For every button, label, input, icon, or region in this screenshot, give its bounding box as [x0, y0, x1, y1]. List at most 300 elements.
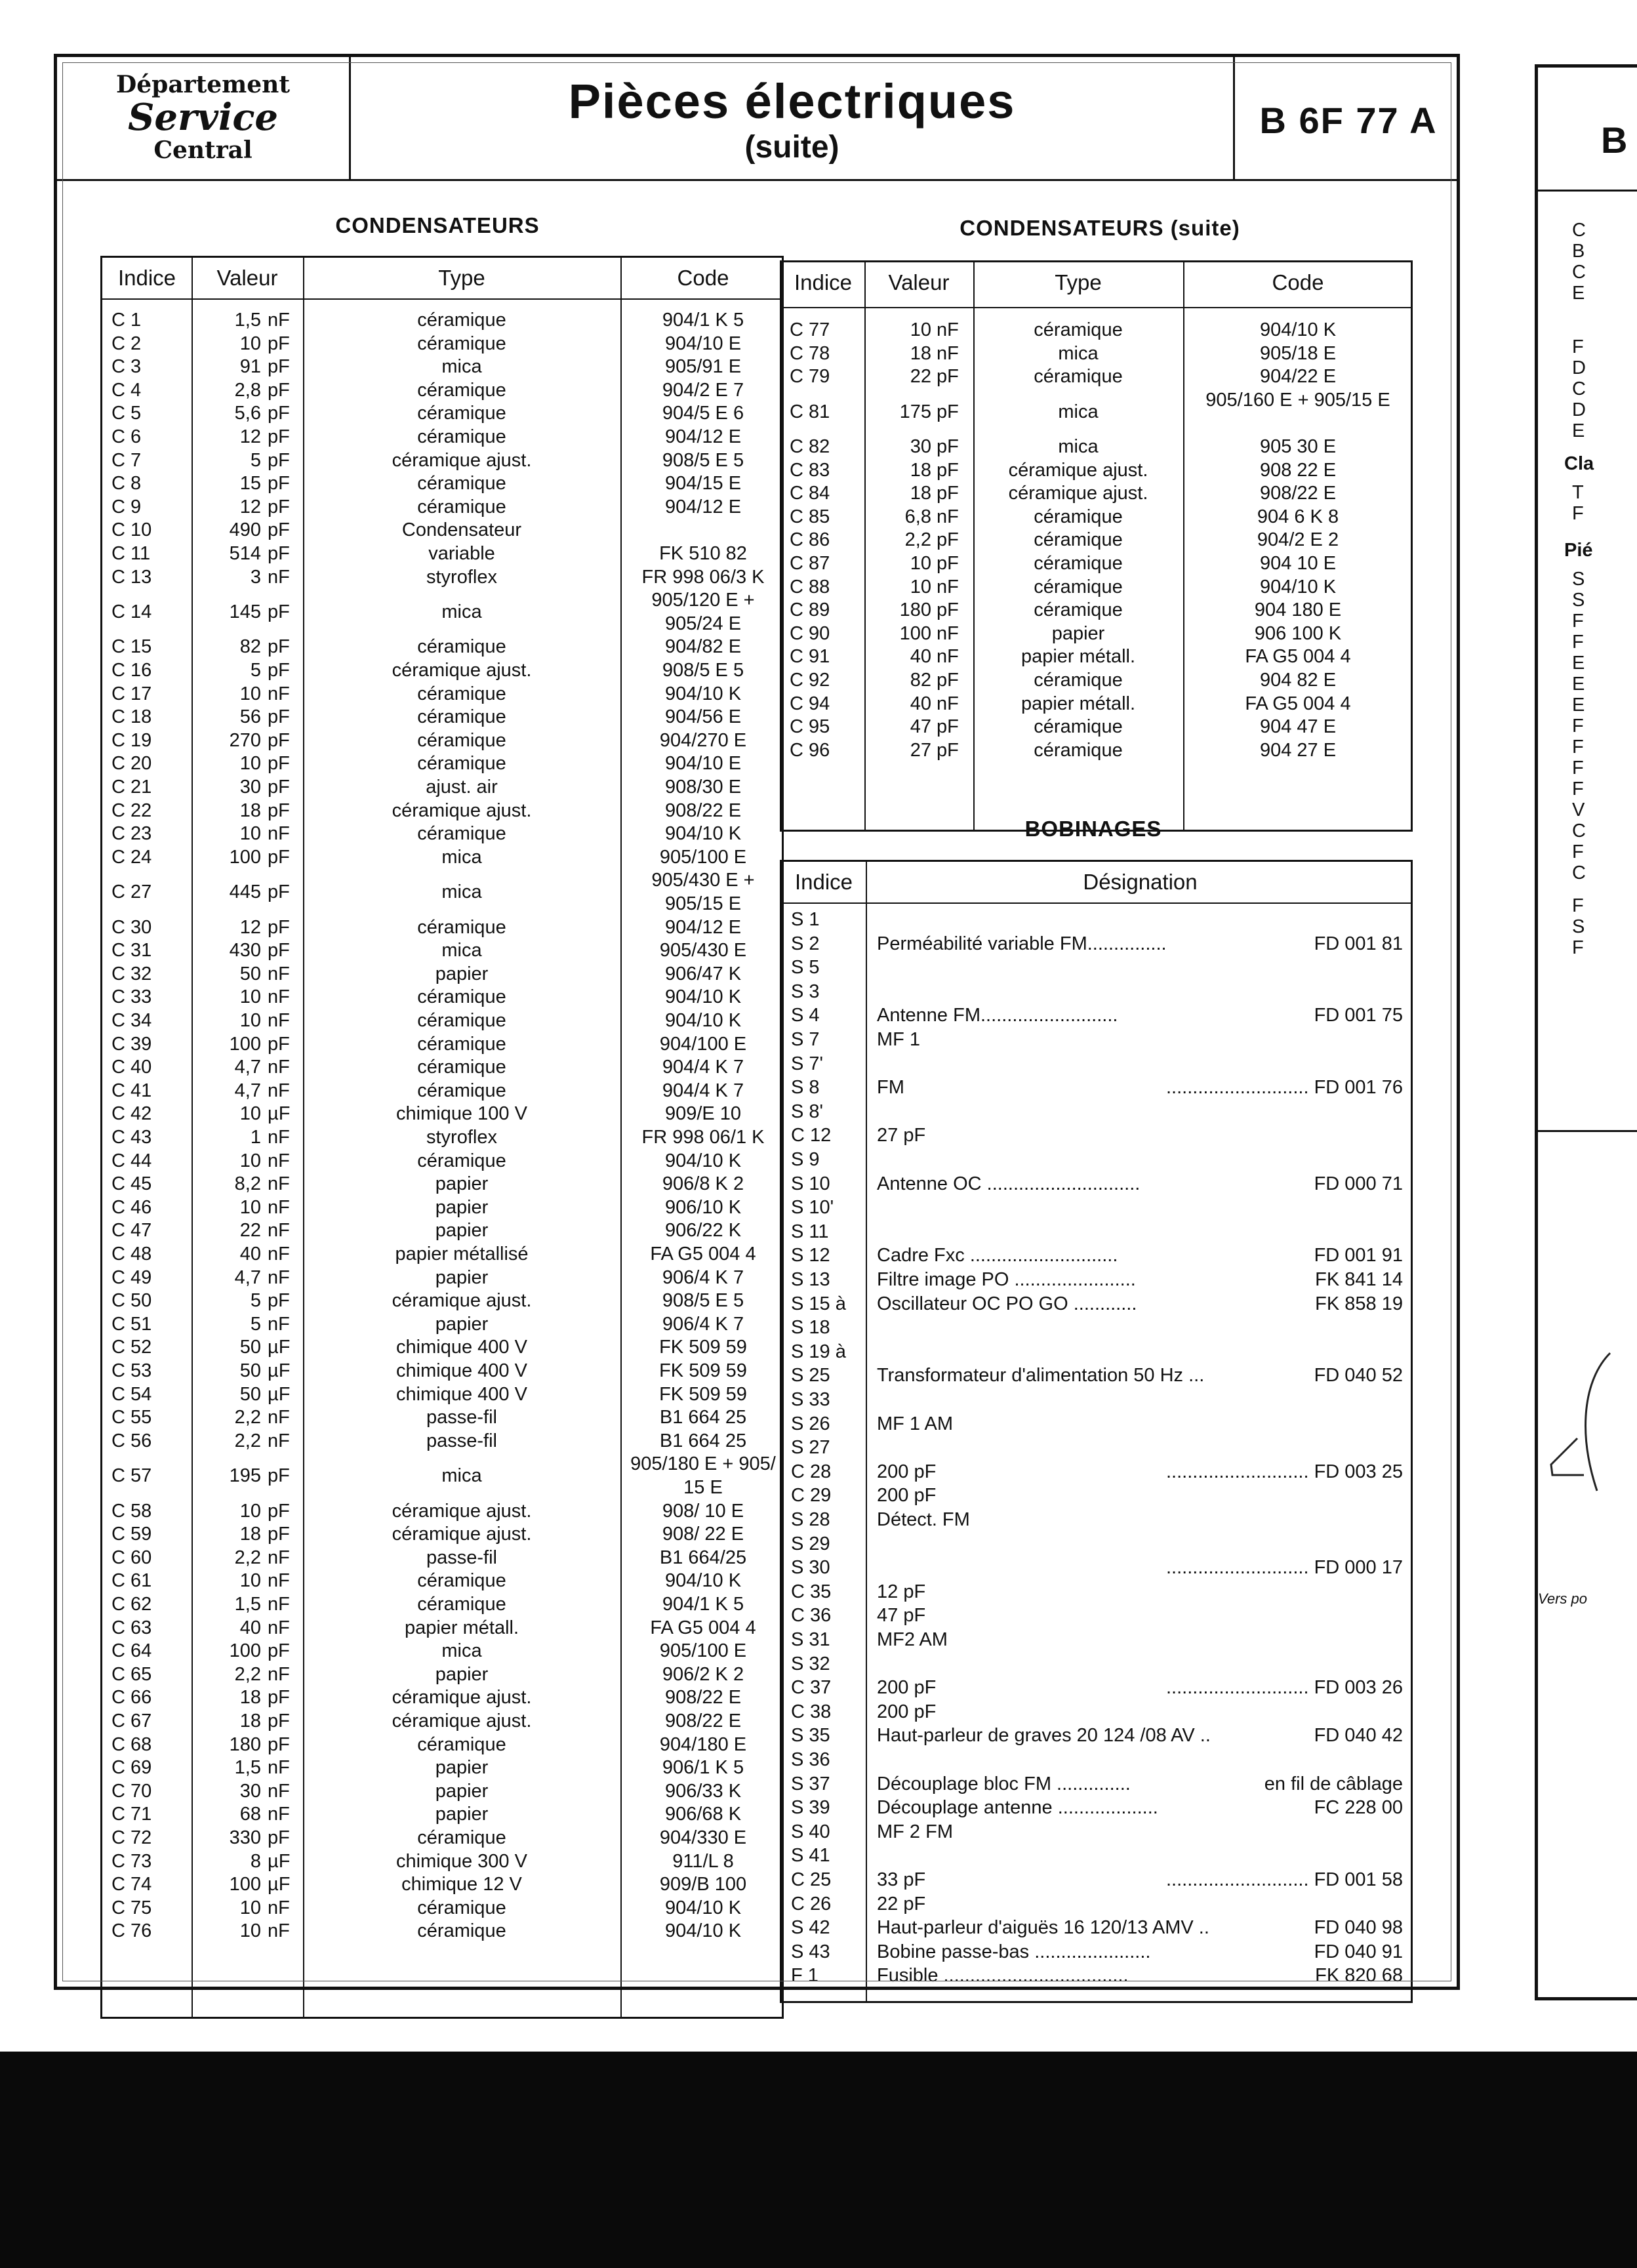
cell-indice: S 41	[791, 1845, 830, 1867]
cell-indice: C 81	[790, 401, 830, 422]
cell-value: 270	[229, 729, 261, 751]
cell-value: 10	[239, 1920, 261, 1942]
header-divider	[782, 902, 1411, 904]
cell-indice: C 35	[791, 1581, 832, 1602]
cell-unit: nF	[268, 1430, 290, 1451]
cell-value: 5	[250, 449, 261, 471]
table-row	[102, 355, 782, 379]
cell-type: papier	[435, 1220, 489, 1242]
cell-value: 18	[910, 459, 931, 481]
table-row	[102, 1827, 782, 1850]
cell-code: 905/430 E + 905/15 E	[651, 870, 755, 914]
cell-type: céramique	[417, 1033, 506, 1055]
table-row	[782, 365, 1411, 389]
cell-unit: nF	[937, 646, 959, 668]
cell-type: céramique	[1034, 366, 1123, 388]
cell-indice: C 68	[111, 1733, 152, 1755]
cell-value: 5	[250, 1313, 261, 1335]
cell-code: FK 509 59	[659, 1383, 747, 1405]
adjacent-header-line	[1538, 190, 1637, 192]
cell-type: céramique	[417, 1827, 506, 1848]
cell-indice: C 25	[791, 1869, 832, 1890]
central-label: Central	[153, 136, 253, 164]
cell-code: 905/160 E + 905/15 E	[1205, 389, 1390, 411]
cell-type: mica	[441, 601, 482, 623]
cell-designation: Oscillateur OC PO GO ............	[877, 1293, 1137, 1314]
adjacent-margin-text: F	[1572, 737, 1584, 758]
cell-type: céramique ajust.	[1008, 459, 1148, 481]
cell-code: FD 040 91	[1314, 1941, 1403, 1962]
table-row	[102, 1103, 782, 1126]
cell-indice: C 1	[111, 310, 142, 331]
table-row	[782, 1700, 1411, 1724]
cell-value: 1,5	[234, 310, 261, 331]
cell-type: papier métall.	[404, 1617, 519, 1638]
cell-code: ........................... FD 001 58	[1165, 1869, 1403, 1890]
cell-type: céramique	[1034, 506, 1123, 527]
cell-unit: nF	[268, 1313, 290, 1335]
cell-type: papier	[435, 1313, 489, 1335]
table-row	[102, 869, 782, 916]
cell-value: 180	[229, 1733, 261, 1755]
bobinages-title: BOBINAGES	[1024, 817, 1162, 841]
cell-designation: 200 pF	[877, 1485, 937, 1507]
cell-code: 904/12 E	[664, 916, 742, 938]
cell-designation: 33 pF	[877, 1869, 926, 1890]
cell-value: 10	[239, 333, 261, 354]
cell-code: 908/22 E	[664, 1687, 742, 1709]
adjacent-margin-text: E	[1572, 674, 1585, 695]
cell-code: 904/10 K	[664, 683, 742, 704]
document-reference: B 6F 77 A	[1259, 100, 1438, 141]
cell-designation: Transformateur d'alimentation 50 Hz ...	[877, 1365, 1205, 1387]
cell-type: céramique	[1034, 576, 1123, 597]
cell-unit: pF	[937, 716, 959, 738]
cell-type: céramique	[417, 426, 506, 447]
cell-unit: nF	[268, 1220, 290, 1242]
cell-type: céramique	[417, 823, 506, 845]
table-row	[782, 1844, 1411, 1868]
cell-indice: C 34	[111, 1010, 152, 1031]
adjacent-margin-text: E	[1572, 653, 1585, 674]
cell-code: FD 040 98	[1314, 1917, 1403, 1939]
cell-indice: C 86	[790, 529, 830, 551]
cell-indice: C 53	[111, 1360, 152, 1381]
cell-unit: pF	[937, 366, 959, 388]
adjacent-margin-text: Pié	[1564, 540, 1593, 561]
cell-code: 905/180 E + 905/ 15 E	[630, 1453, 776, 1498]
cell-indice: S 37	[791, 1773, 830, 1794]
table-row	[102, 1243, 782, 1266]
adjacent-page-edge	[1535, 64, 1637, 2000]
cell-code: FK 509 59	[659, 1360, 747, 1381]
cell-indice: S 18	[791, 1317, 830, 1339]
cell-type: céramique	[1034, 529, 1123, 551]
cell-value: 4,7	[234, 1057, 261, 1078]
cell-code: 908/22 E	[1259, 483, 1337, 504]
cell-indice: C 95	[790, 716, 830, 738]
condensateurs-suite-table	[780, 260, 1413, 832]
cell-indice: C 71	[111, 1804, 152, 1825]
department-block	[57, 57, 351, 179]
cell-indice: C 69	[111, 1757, 152, 1779]
cell-value: 2,2	[234, 1663, 261, 1685]
cell-value: 5	[250, 660, 261, 681]
table-row	[102, 1710, 782, 1733]
header-type: Type	[438, 266, 485, 290]
condensateurs-table	[100, 256, 784, 2019]
table-row	[782, 669, 1411, 693]
table-row	[782, 1052, 1411, 1076]
cell-indice: C 48	[111, 1244, 152, 1265]
cell-indice: C 4	[111, 379, 142, 401]
cell-unit: pF	[268, 800, 290, 821]
cell-value: 100	[229, 1033, 261, 1055]
table-row	[102, 1080, 782, 1103]
table-row	[782, 1460, 1411, 1484]
adjacent-margin-text: F	[1572, 611, 1584, 632]
cell-type: mica	[441, 940, 482, 962]
cell-indice: C 32	[111, 963, 152, 984]
cell-indice: C 13	[111, 566, 152, 588]
table-row	[102, 1219, 782, 1243]
cell-indice: S 32	[791, 1653, 830, 1674]
cell-type: céramique	[417, 310, 506, 331]
cell-indice: C 94	[790, 693, 830, 714]
cell-type: mica	[441, 1640, 482, 1662]
table-row	[782, 1724, 1411, 1748]
table-row	[782, 1964, 1411, 1988]
cell-unit: nF	[268, 1407, 290, 1428]
cell-type: papier	[435, 963, 489, 984]
table-row	[102, 589, 782, 636]
table-row	[782, 1604, 1411, 1628]
table-row	[782, 1652, 1411, 1676]
table-row	[782, 1100, 1411, 1124]
cell-value: 27	[910, 739, 931, 761]
cell-designation: MF 1	[877, 1029, 921, 1050]
cell-code: 904/270 E	[659, 729, 747, 751]
table-row	[782, 1220, 1411, 1244]
cell-code: 904/4 K 7	[662, 1080, 744, 1101]
cell-unit: pF	[268, 426, 290, 447]
cell-indice: C 62	[111, 1594, 152, 1615]
cell-designation: Bobine passe-bas ......................	[877, 1941, 1151, 1962]
cell-code: 908 22 E	[1259, 459, 1337, 481]
table-row	[782, 1628, 1411, 1652]
cell-type: céramique	[1034, 716, 1123, 738]
cell-unit: pF	[268, 846, 290, 868]
cell-type: Condensateur	[401, 519, 522, 541]
table-row	[782, 1436, 1411, 1460]
cell-unit: pF	[268, 706, 290, 728]
cell-unit: pF	[268, 753, 290, 775]
cell-code: FD 040 42	[1314, 1725, 1403, 1747]
adjacent-page-letter: B	[1601, 119, 1628, 161]
cell-type: papier métallisé	[395, 1244, 529, 1265]
cell-type: céramique	[417, 753, 506, 775]
cell-value: 10	[239, 1150, 261, 1171]
cell-type: chimique 300 V	[396, 1850, 527, 1872]
table-row	[102, 1453, 782, 1499]
cell-value: 10	[910, 576, 931, 597]
page-subtitle: (suite)	[744, 130, 839, 165]
header-designation: Désignation	[1083, 870, 1198, 894]
cell-indice: S 40	[791, 1821, 830, 1842]
table-row	[782, 645, 1411, 669]
table-row	[782, 435, 1411, 459]
cell-indice: C 44	[111, 1150, 152, 1171]
cell-indice: C 88	[790, 576, 830, 597]
table-row	[102, 1803, 782, 1827]
cell-unit: pF	[268, 1500, 290, 1522]
cell-code: 904/12 E	[664, 426, 742, 447]
cell-indice: S 35	[791, 1725, 830, 1747]
adjacent-margin-text: C	[1572, 820, 1586, 841]
table-row	[782, 1124, 1411, 1148]
cell-value: 5	[250, 1290, 261, 1312]
reference-block	[1233, 57, 1462, 179]
cell-code: 904/10 K	[1259, 319, 1337, 340]
cell-indice: C 20	[111, 753, 152, 775]
cell-type: céramique ajust.	[392, 1500, 532, 1522]
cell-unit: pF	[937, 436, 959, 457]
cell-indice: C 63	[111, 1617, 152, 1638]
cell-indice: C 72	[111, 1827, 152, 1848]
cell-unit: pF	[937, 459, 959, 481]
cell-value: 100	[899, 622, 931, 644]
cell-value: 430	[229, 940, 261, 962]
cell-value: 445	[229, 881, 261, 903]
table-row	[102, 1383, 782, 1407]
cell-type: céramique	[417, 1057, 506, 1078]
table-row	[102, 1056, 782, 1080]
table-row	[102, 1360, 782, 1383]
cell-indice: C 89	[790, 599, 830, 621]
cell-code: ........................... FD 000 17	[1165, 1557, 1403, 1579]
cell-code: 904/1 K 5	[662, 1594, 744, 1615]
cell-code: 905/100 E	[659, 1640, 747, 1662]
cell-code: 904/330 E	[659, 1827, 747, 1848]
cell-unit: µF	[268, 1874, 291, 1895]
cell-code: B1 664 25	[659, 1430, 747, 1451]
table-row	[102, 1196, 782, 1220]
table-row	[102, 542, 782, 566]
cell-code: 904/10 K	[1259, 576, 1337, 597]
cell-value: 50	[239, 1360, 261, 1381]
cell-type: céramique	[417, 496, 506, 517]
cell-type: papier	[435, 1804, 489, 1825]
cell-value: 10	[910, 553, 931, 574]
cell-value: 18	[910, 483, 931, 504]
table-row	[782, 1532, 1411, 1556]
cell-type: céramique ajust.	[392, 1524, 532, 1545]
cell-value: 2,2	[234, 1547, 261, 1568]
cell-type: céramique	[417, 379, 506, 401]
cell-unit: pF	[268, 660, 290, 681]
cell-unit: µF	[268, 1103, 291, 1125]
cell-code: 904/2 E 2	[1257, 529, 1339, 551]
cell-code: 904/10 E	[664, 753, 742, 775]
cell-designation: 200 pF	[877, 1701, 937, 1722]
table-row	[102, 939, 782, 963]
table-row	[102, 1500, 782, 1524]
cell-unit: pF	[268, 881, 290, 903]
cell-code: 904/1 K 5	[662, 310, 744, 331]
cell-value: 10	[239, 1196, 261, 1218]
cell-type: céramique	[417, 333, 506, 354]
cell-type: papier	[435, 1196, 489, 1218]
cell-unit: pF	[268, 379, 290, 401]
cell-indice: C 11	[111, 543, 151, 564]
cell-code: 904/180 E	[659, 1733, 747, 1755]
cell-indice: S 36	[791, 1749, 830, 1770]
cell-indice: S 10'	[791, 1197, 834, 1219]
cell-indice: S 10	[791, 1173, 830, 1194]
table-row	[102, 519, 782, 542]
cell-indice: S 7'	[791, 1053, 824, 1074]
cell-indice: C 26	[791, 1893, 832, 1914]
cell-designation: Filtre image PO .......................	[877, 1269, 1136, 1290]
cell-indice: C 24	[111, 846, 152, 868]
table-row	[102, 986, 782, 1009]
table-row	[102, 963, 782, 986]
table-row	[782, 389, 1411, 435]
adjacent-margin-text: D	[1572, 357, 1586, 378]
cell-unit: nF	[268, 1547, 290, 1568]
cell-indice: C 37	[791, 1677, 832, 1699]
cell-indice: C 31	[111, 940, 152, 962]
cell-unit: nF	[268, 1010, 290, 1031]
cell-type: céramique	[417, 916, 506, 938]
cell-value: 50	[239, 1383, 261, 1405]
cell-designation: Antenne FM..........................	[877, 1005, 1118, 1026]
adjacent-margin-text: F	[1572, 632, 1584, 653]
cell-value: 82	[239, 636, 261, 658]
cell-unit: µF	[268, 1850, 291, 1872]
cell-code: 905/430 E	[659, 940, 747, 962]
cell-indice: C 83	[790, 459, 830, 481]
table-row	[102, 496, 782, 519]
cell-unit: nF	[937, 319, 959, 340]
cell-type: céramique ajust.	[392, 1687, 532, 1709]
cell-type: chimique 400 V	[396, 1360, 527, 1381]
cell-code: 904/2 E 7	[662, 379, 744, 401]
cell-code: 908/ 22 E	[662, 1524, 744, 1545]
cell-indice: C 39	[111, 1033, 152, 1055]
header-indice: Indice	[794, 270, 853, 294]
table-row	[782, 739, 1411, 763]
cell-unit: pF	[268, 403, 290, 424]
cell-unit: nF	[268, 1127, 290, 1148]
cell-indice: C 64	[111, 1640, 152, 1662]
cell-value: 195	[229, 1465, 261, 1487]
table-row	[102, 1640, 782, 1663]
cell-type: papier	[435, 1173, 489, 1195]
adjacent-margin-text: Cla	[1564, 453, 1594, 474]
table-row	[782, 1916, 1411, 1940]
table-row	[782, 693, 1411, 716]
adjacent-margin-text: E	[1572, 695, 1585, 716]
cell-unit: pF	[268, 1640, 290, 1662]
header-divider	[782, 307, 1411, 308]
table-row	[782, 1868, 1411, 1892]
cell-value: 10	[239, 1010, 261, 1031]
cell-designation: Découplage antenne ...................	[877, 1797, 1158, 1819]
table-row	[782, 956, 1411, 980]
table-row	[102, 1780, 782, 1804]
adjacent-margin-text: C	[1572, 262, 1586, 283]
adjacent-margin-text: C	[1572, 220, 1586, 241]
table-row	[102, 1733, 782, 1757]
cell-unit: nF	[937, 693, 959, 714]
cell-indice: C 8	[111, 473, 142, 495]
header-code: Code	[677, 266, 729, 290]
cell-indice: S 8	[791, 1077, 820, 1099]
table-row	[102, 752, 782, 776]
cell-indice: C 79	[790, 366, 830, 388]
table-row	[102, 1266, 782, 1290]
table-row	[102, 1009, 782, 1033]
cell-indice: S 27	[791, 1437, 830, 1459]
cell-designation: 47 pF	[877, 1605, 926, 1627]
cell-unit: nF	[268, 963, 290, 984]
table-row	[102, 800, 782, 823]
table-row	[102, 1663, 782, 1687]
cell-value: 10	[239, 986, 261, 1008]
cell-value: 4,7	[234, 1080, 261, 1101]
table-row	[102, 1313, 782, 1337]
cell-type: chimique 400 V	[396, 1383, 527, 1405]
cell-code: FK 841 14	[1315, 1269, 1403, 1290]
table-row	[102, 846, 782, 870]
cell-type: mica	[441, 356, 482, 378]
cell-unit: nF	[268, 1780, 290, 1802]
cell-type: céramique ajust.	[392, 449, 532, 471]
cell-designation: Découplage bloc FM ..............	[877, 1773, 1131, 1794]
table-row	[782, 716, 1411, 739]
cell-unit: nF	[268, 1196, 290, 1218]
cell-type: céramique	[1034, 319, 1123, 340]
cell-code: FR 998 06/3 K	[641, 566, 765, 588]
cell-designation: Antenne OC .............................	[877, 1173, 1141, 1194]
cell-indice: S 8'	[791, 1101, 824, 1122]
cell-indice: C 85	[790, 506, 830, 527]
header-type: Type	[1055, 270, 1102, 294]
adjacent-margin-text: F	[1572, 503, 1584, 524]
cell-designation: MF 2 FM	[877, 1821, 953, 1842]
cell-indice: C 38	[791, 1701, 832, 1722]
adjacent-margin-text: F	[1572, 779, 1584, 800]
cell-value: 12	[239, 496, 261, 517]
cell-value: 10	[239, 683, 261, 704]
cell-unit: nF	[268, 1804, 290, 1825]
cell-code: FA G5 004 4	[650, 1617, 756, 1638]
cell-type: papier	[435, 1780, 489, 1802]
cell-value: 12	[239, 426, 261, 447]
cell-type: céramique ajust.	[392, 1290, 532, 1312]
cell-unit: pF	[268, 1711, 290, 1731]
adjacent-margin-text: C	[1572, 378, 1586, 399]
cell-code: 905/120 E + 905/24 E	[651, 590, 755, 634]
cell-code: 904/82 E	[664, 636, 742, 658]
cell-code: 904/10 K	[664, 823, 742, 845]
cell-indice: C 60	[111, 1547, 152, 1568]
cell-code: 905 30 E	[1259, 436, 1337, 457]
cell-type: céramique ajust.	[392, 660, 532, 681]
table-row	[102, 566, 782, 590]
cell-code: 906/4 K 7	[662, 1266, 744, 1288]
